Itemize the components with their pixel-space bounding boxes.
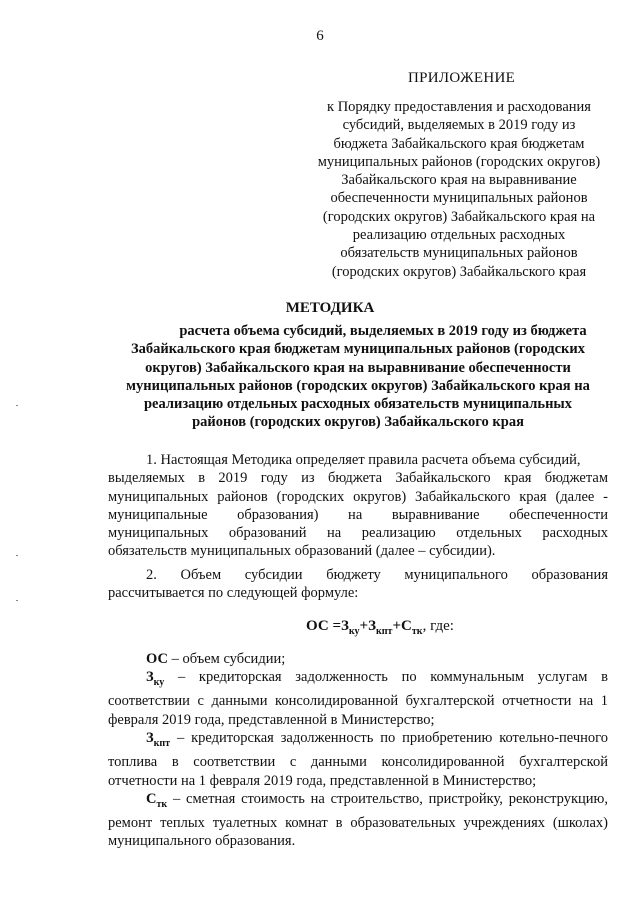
term-sub: ку bbox=[153, 677, 165, 689]
appendix-line: субсидий, выделяемых в 2019 году из bbox=[342, 117, 576, 134]
scan-margin-mark bbox=[16, 405, 18, 406]
appendix-line: бюджета Забайкальского края бюджетам bbox=[333, 135, 585, 152]
formula-tail: , где: bbox=[422, 618, 454, 634]
methodology-title: МЕТОДИКА bbox=[285, 300, 375, 316]
definition-term: ОС bbox=[146, 651, 168, 667]
subsidy-formula bbox=[306, 618, 454, 637]
appendix-line: (городских округов) Забайкальского края на bbox=[322, 208, 596, 225]
definitions bbox=[108, 650, 608, 851]
paragraph-line: рассчитывается по следующей формуле: bbox=[108, 585, 359, 602]
definition-text: – объем субсидии; bbox=[167, 651, 286, 667]
definition-text: – сметная стоимость на строительство, пристройку, реконструкцию, bbox=[167, 790, 608, 807]
paragraph-line: муниципальных образований на реализацию отдельных расходных bbox=[108, 525, 608, 542]
formula-sub-zku: ку bbox=[348, 626, 360, 637]
appendix-line: к Порядку предоставления и расходования bbox=[327, 99, 591, 115]
definition-line: соответствии с данными консолидированной бухгалтерской отчетности на 1 bbox=[108, 693, 608, 710]
subtitle-line: округов) Забайкальского края на выравнивание обеспеченности bbox=[145, 359, 571, 376]
page-number: 6 bbox=[316, 28, 324, 44]
scan-margin-mark bbox=[16, 555, 18, 556]
paragraph-line: муниципальных районов (городских округов) Забайкальского края (далее - bbox=[108, 488, 608, 505]
definition-text: – кредиторская задолженность по коммунальным услугам в bbox=[164, 669, 608, 686]
definition-line: отчетности на 1 февраля 2019 года, представленной в Министерство; bbox=[108, 772, 537, 789]
paragraph-line: выделяемых в 2019 году из бюджета Забайкальского края бюджетам bbox=[108, 470, 608, 487]
paragraph-2 bbox=[108, 566, 608, 603]
paragraph-line: обязательств муниципальных образований (далее – субсидии). bbox=[108, 543, 496, 560]
definition-line: топлива в соответствии с данными консолидированной бухгалтерской bbox=[108, 754, 608, 771]
appendix-reference bbox=[304, 98, 614, 281]
subtitle-line: реализацию отдельных расходных обязательств муниципальных bbox=[143, 396, 572, 413]
formula-lhs: ОС bbox=[306, 618, 329, 634]
definition-line: ремонт теплых туалетных комнат в образовательных учреждениях (школах) bbox=[108, 815, 608, 832]
term-letter: З bbox=[146, 730, 154, 747]
paragraph-line: 1. Настоящая Методика определяет правила расчета объема субсидий, bbox=[146, 452, 581, 468]
definition-term bbox=[146, 730, 171, 749]
subtitle-line: муниципальных районов (городских округов) Забайкальского края на bbox=[126, 377, 590, 394]
formula-term-stk: С bbox=[401, 618, 412, 634]
definition-line: февраля 2019 года, представленной в Министерство; bbox=[108, 711, 435, 728]
subtitle-line: районов (городских округов) Забайкальского края bbox=[192, 414, 524, 431]
formula-plus: + bbox=[392, 618, 402, 634]
appendix-line: обязательств муниципальных районов bbox=[340, 245, 578, 262]
term-sub: тк bbox=[156, 798, 168, 810]
appendix-line: муниципальных районов (городских округов) bbox=[317, 153, 601, 170]
formula-sub-stk: тк bbox=[411, 626, 423, 637]
definition-zkpt bbox=[108, 729, 608, 753]
formula-plus: + bbox=[359, 618, 369, 634]
subtitle-line: Забайкальского края бюджетам муниципальных районов (городских bbox=[131, 341, 585, 358]
term-letter: З bbox=[146, 669, 154, 686]
paragraph-line: муниципальные образования) на выравнивание обеспеченности bbox=[108, 506, 608, 523]
methodology-subtitle bbox=[108, 322, 608, 432]
formula-sub-zkpt: кпт bbox=[376, 626, 393, 637]
formula-equals: = bbox=[328, 618, 341, 634]
term-sub: кпт bbox=[153, 737, 171, 749]
formula-term-zku: З bbox=[341, 618, 349, 634]
paragraph-1 bbox=[108, 451, 608, 561]
term-letter: С bbox=[146, 790, 157, 807]
scan-margin-mark bbox=[16, 600, 18, 601]
definition-stk bbox=[108, 790, 608, 814]
appendix-line: Забайкальского края на выравнивание bbox=[341, 172, 577, 189]
definition-zku bbox=[108, 668, 608, 692]
formula-term-zkpt: З bbox=[368, 618, 377, 634]
subtitle-line: расчета объема субсидий, выделяемых в 2019 году из бюджета bbox=[179, 323, 587, 339]
paragraph-line: 2. Объем субсидии бюджету муниципального образования bbox=[146, 567, 608, 583]
appendix-line: (городских округов) Забайкальского края bbox=[331, 263, 587, 280]
appendix-line: реализацию отдельных расходных bbox=[352, 227, 566, 244]
definition-term bbox=[146, 669, 165, 689]
definition-line: муниципального образования. bbox=[108, 833, 296, 850]
appendix-title: ПРИЛОЖЕНИЕ bbox=[408, 70, 516, 86]
definition-term bbox=[146, 790, 168, 810]
definition-text: – кредиторская задолженность по приобретению котельно-печного bbox=[170, 730, 608, 747]
appendix-line: обеспеченности муниципальных районов bbox=[330, 190, 588, 207]
definition-os bbox=[108, 650, 608, 668]
